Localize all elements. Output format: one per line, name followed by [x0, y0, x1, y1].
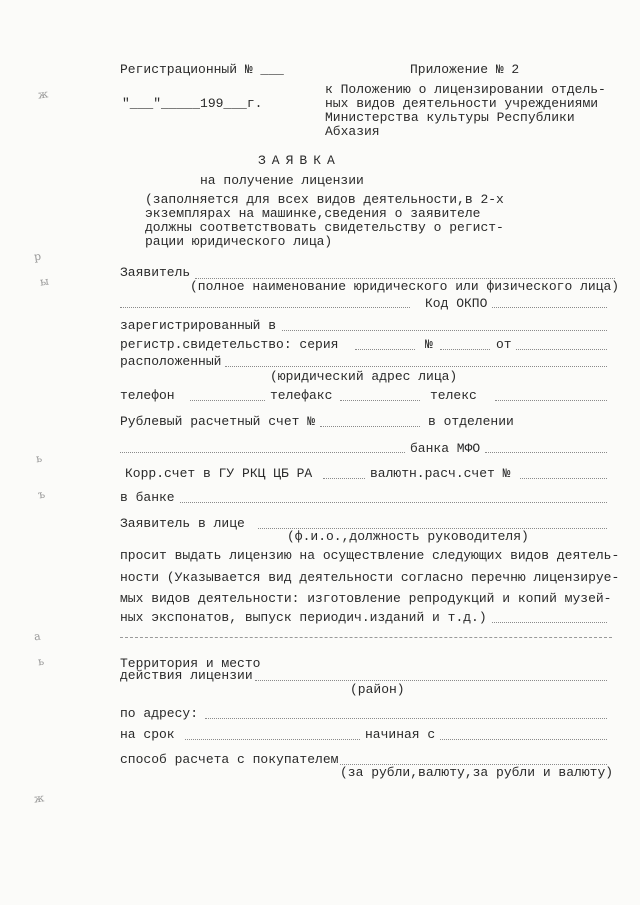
appendix-line: к Положению о лицензировании отдель- — [325, 82, 606, 97]
ruble-account-field-line[interactable] — [320, 426, 420, 427]
margin-mark: а — [33, 629, 42, 644]
telex-field-line[interactable] — [495, 400, 607, 401]
appendix-line: ных видов деятельности учреждениями — [325, 96, 599, 111]
certificate-series-field-line[interactable] — [355, 349, 415, 350]
margin-mark: ь — [35, 451, 43, 466]
branch-label: в отделении — [428, 414, 514, 429]
located-field-line[interactable] — [225, 366, 607, 367]
certificate-date-label: от — [496, 337, 512, 352]
term-field-line[interactable] — [185, 739, 360, 740]
corr-account-field-line[interactable] — [323, 478, 365, 479]
registered-field-line[interactable] — [282, 330, 607, 331]
request-line: ности (Указывается вид деятельности согласно перечню лицензируе- — [120, 570, 620, 585]
bank-mfo-field-line[interactable] — [485, 452, 607, 453]
territory-label: Территория и место — [120, 656, 261, 671]
appendix-title: Приложение № 2 — [410, 62, 520, 77]
telex-label: телекс — [430, 388, 477, 403]
activity-extra-line[interactable] — [120, 637, 612, 638]
phone-label: телефон — [120, 388, 175, 403]
margin-mark: ъ — [37, 487, 46, 502]
bank-mfo-label: банка МФО — [410, 441, 481, 456]
branch-field-line[interactable] — [120, 452, 405, 453]
applicant-label: Заявитель — [120, 265, 191, 280]
starting-label: начиная с — [365, 727, 436, 742]
bank-field-line[interactable] — [180, 502, 607, 503]
corr-account-label: Корр.счет в ГУ РКЦ ЦБ РА — [125, 466, 313, 481]
person-hint: (ф.и.о.,должность руководителя) — [287, 529, 529, 544]
certificate-number-sign: № — [425, 337, 433, 352]
address-label: по адресу: — [120, 706, 199, 721]
currency-account-field-line[interactable] — [520, 478, 607, 479]
registration-number: Регистрационный № ___ — [120, 62, 284, 77]
territory-label: действия лицензии — [120, 668, 253, 683]
payment-hint: (за рубли,валюту,за рубли и валюту) — [340, 765, 614, 780]
document-subtitle: на получение лицензии — [200, 173, 364, 188]
certificate-number-field-line[interactable] — [440, 349, 490, 350]
request-line: просит выдать лицензию на осуществление следующих видов деятель- — [120, 548, 620, 563]
district-hint: (район) — [350, 682, 405, 697]
bank-label: в банке — [120, 490, 175, 505]
address-hint: (юридический адрес лица) — [270, 369, 458, 384]
applicant-hint: (полное наименование юридического или физического лица) — [190, 279, 620, 294]
instruction-line: должны соответствовать свидетельству о регист- — [145, 220, 504, 235]
instruction-line: рации юридического лица) — [145, 234, 333, 249]
certificate-label: регистр.свидетельство: серия — [120, 337, 339, 352]
okpo-field-line[interactable] — [492, 307, 607, 308]
territory-field-line[interactable] — [255, 680, 607, 681]
margin-mark: р — [33, 249, 42, 264]
located-label: расположенный — [120, 354, 222, 369]
registered-label: зарегистрированный в — [120, 318, 277, 333]
date-line: "___"_____199___г. — [122, 96, 263, 111]
margin-mark: ь — [37, 654, 45, 669]
starting-field-line[interactable] — [440, 739, 607, 740]
request-line: ных экспонатов, выпуск периодич.изданий и т.д.) — [120, 610, 487, 625]
activity-field-line[interactable] — [492, 622, 607, 623]
phone-field-line[interactable] — [190, 400, 265, 401]
appendix-line: Министерства культуры Республики — [325, 110, 575, 125]
fax-label: телефакс — [270, 388, 333, 403]
margin-mark: ж — [37, 87, 49, 102]
applicant-name-field-line[interactable] — [120, 307, 410, 308]
fax-field-line[interactable] — [340, 400, 420, 401]
request-line: мых видов деятельности: изготовление репродукций и копий музей- — [120, 591, 612, 606]
appendix-line: Абхазия — [325, 124, 380, 139]
instruction-line: (заполняется для всех видов деятельности,в 2-х — [145, 192, 504, 207]
currency-account-label: валютн.расч.счет № — [370, 466, 511, 481]
ruble-account-label: Рублевый расчетный счет № — [120, 414, 316, 429]
okpo-label: Код ОКПО — [425, 296, 488, 311]
instruction-line: экземплярах на машинке,сведения о заявителе — [145, 206, 481, 221]
margin-mark: ж — [33, 791, 45, 806]
margin-mark: ы — [39, 274, 50, 289]
payment-label: способ расчета с покупателем — [120, 752, 339, 767]
term-label: на срок — [120, 727, 175, 742]
certificate-date-field-line[interactable] — [516, 349, 607, 350]
document-title: ЗАЯВКА — [258, 153, 341, 168]
address-field-line[interactable] — [205, 718, 607, 719]
applicant-person-label: Заявитель в лице — [120, 516, 245, 531]
